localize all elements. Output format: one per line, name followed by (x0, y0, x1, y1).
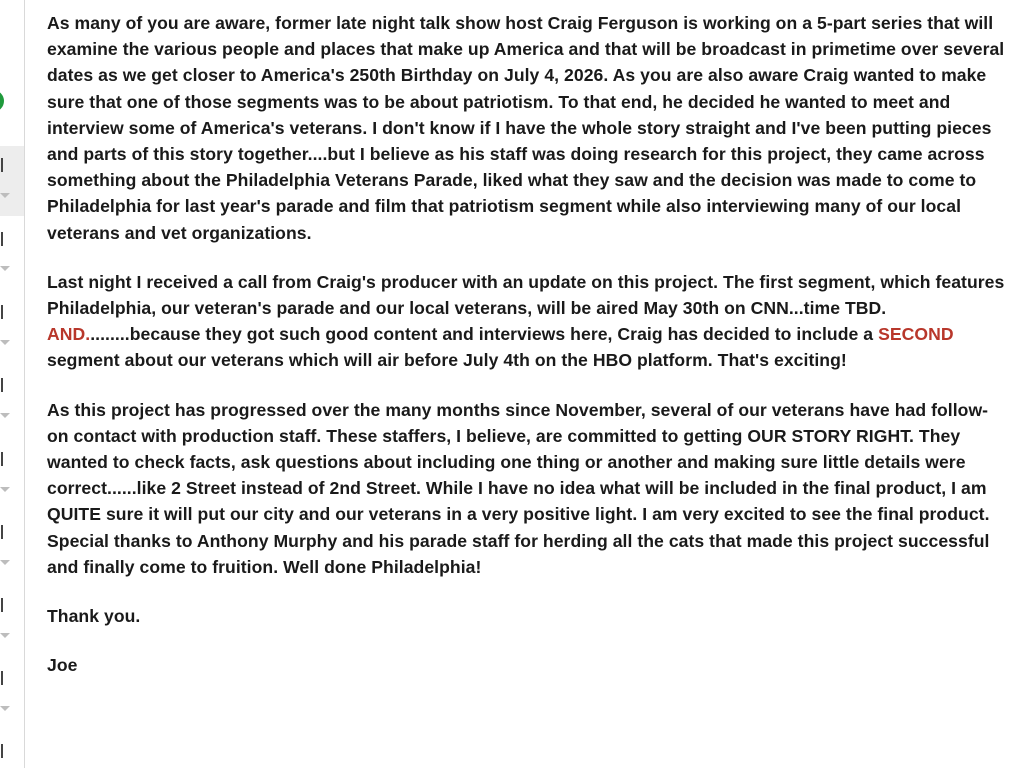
rail-marker (1, 232, 3, 246)
rail-marker (1, 525, 3, 539)
email-paragraph (47, 397, 1007, 580)
online-status-icon (0, 90, 4, 112)
rail-marker (1, 598, 3, 612)
chevron-down-icon[interactable] (0, 193, 10, 198)
chevron-down-icon[interactable] (0, 633, 10, 638)
sidebar-divider (24, 0, 25, 768)
email-paragraph (47, 269, 1007, 374)
paragraph-text: Last night I received a call from Craig's producer with an update on this project. The first segment, which features Philadelphia, our veteran's parade and our local veterans, will be aired May 30th on CNN...time TBD. (47, 271, 1005, 319)
selected-row-highlight[interactable] (0, 146, 24, 216)
chevron-down-icon[interactable] (0, 560, 10, 565)
email-body (47, 10, 1007, 701)
rail-marker (1, 305, 3, 319)
chevron-down-icon[interactable] (0, 706, 10, 711)
rail-marker (1, 378, 3, 392)
chevron-down-icon[interactable] (0, 413, 10, 418)
email-signature: Joe (47, 655, 78, 676)
email-closing: Thank you. (47, 606, 141, 627)
rail-marker (1, 744, 3, 758)
chevron-down-icon[interactable] (0, 487, 10, 492)
emphasis-text: AND. (47, 324, 91, 345)
paragraph-text: As many of you are aware, former late night talk show host Craig Ferguson is working on a 5-part series that will examine the various people and places that make up America and that will be broadcast in primetime over several dates as we get closer to America's 250th Birthday on July 4, 2026. As you are also aware Craig wanted to make sure that one of those segments was to be about patriotism. To that end, he decided he wanted to meet and interview some of America's veterans. I don't know if I have the whole story straight and I've been putting pieces and parts of this story together....but I believe as his staff was doing research for this project, they came across something about the Philadelphia Veterans Parade, liked what they saw and the decision was made to come to Philadelphia for last year's parade and film that patriotism segment while also interviewing many of our local veterans and vet organizations. (47, 13, 1005, 243)
rail-marker (1, 671, 3, 685)
paragraph-text: segment about our veterans which will air before July 4th on the HBO platform. That's exciting! (47, 350, 847, 371)
paragraph-text: ........because they got such good content and interviews here, Craig has decided to include a (90, 324, 879, 345)
left-sidebar (0, 0, 25, 768)
paragraph-text: As this project has progressed over the many months since November, several of our veterans have had follow-on contact with production staff. These staffers, I believe, are committed to getting OUR STORY RIGHT. They wanted to check facts, ask questions about including one thing or another and making sure little details were correct......like 2 Street instead of 2nd Street. While I have no idea what will be included in the final product, I am QUITE sure it will put our city and our veterans in a very positive light. I am very excited to see the final product. Special thanks to Anthony Murphy and his parade staff for herding all the cats that made this project successful and finally come to fruition. Well done Philadelphia! (47, 399, 990, 577)
rail-marker (1, 158, 3, 172)
emphasis-text: SECOND (878, 324, 954, 345)
email-paragraph (47, 10, 1007, 246)
chevron-down-icon[interactable] (0, 266, 10, 271)
chevron-down-icon[interactable] (0, 340, 10, 345)
rail-marker (1, 452, 3, 466)
